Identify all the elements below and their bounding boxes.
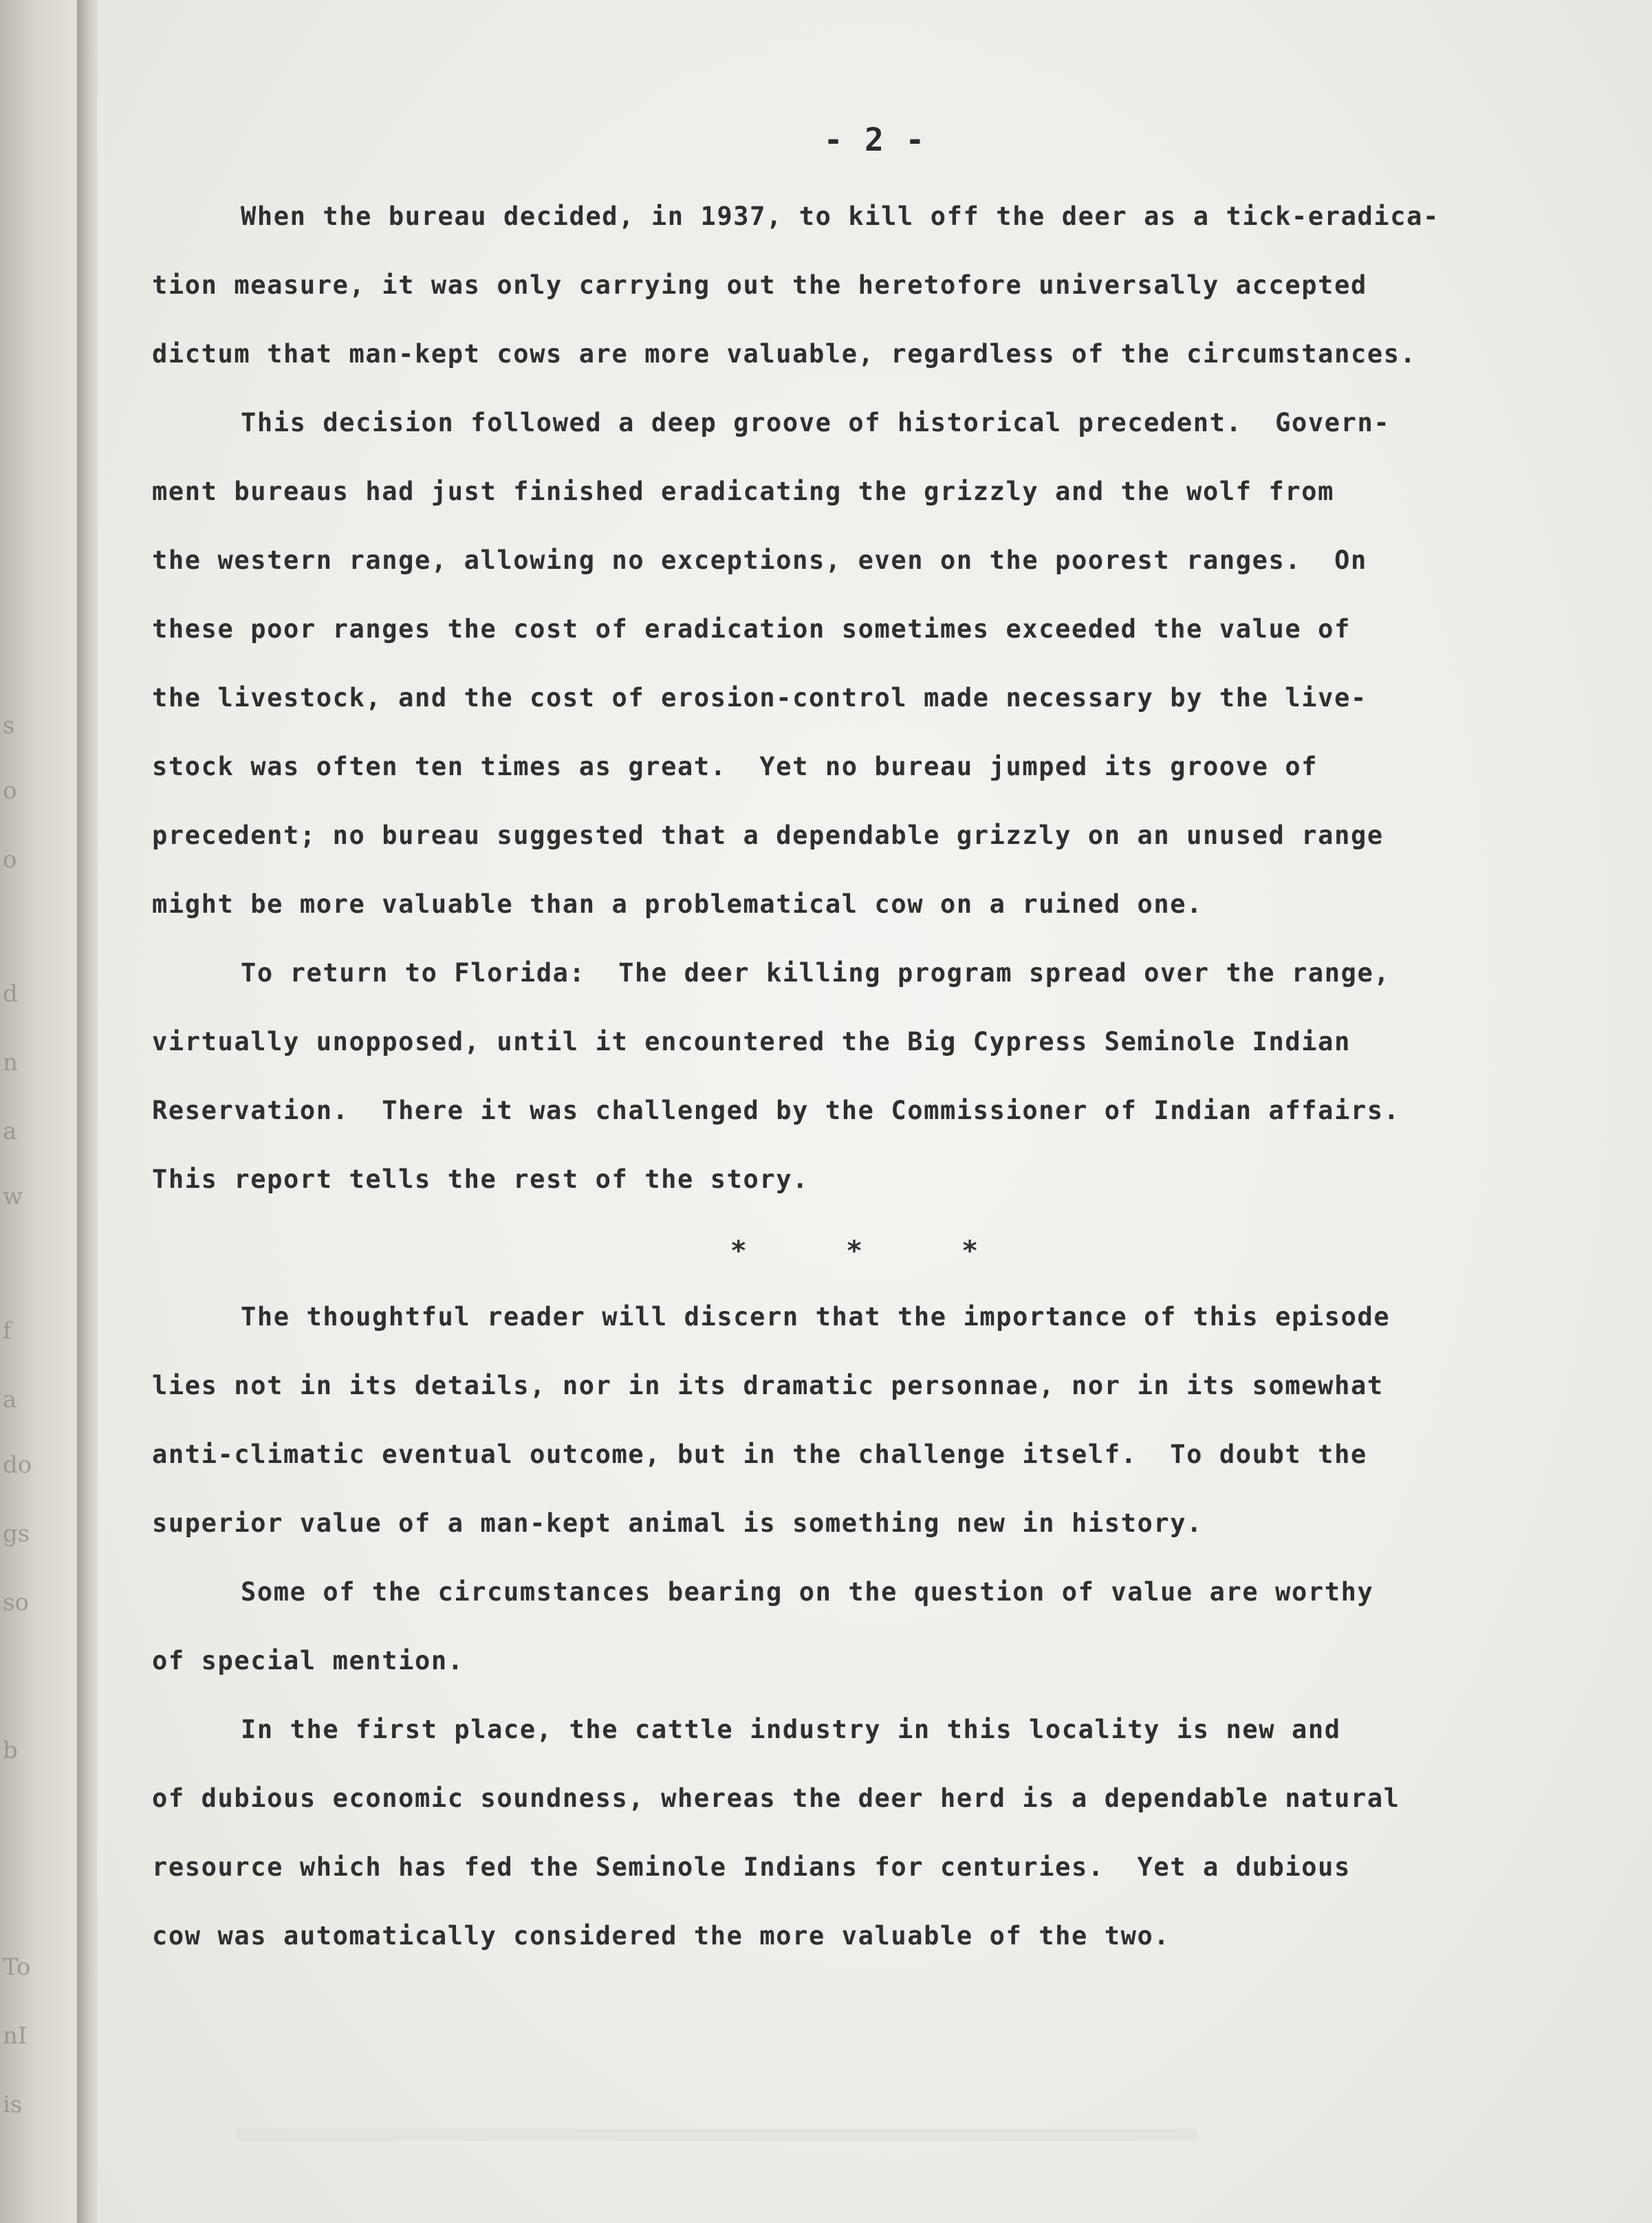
facing-page-fragment: w	[3, 1183, 23, 1211]
body-line: To return to Florida: The deer killing program spread over the range,	[241, 958, 1391, 988]
body-line: the western range, allowing no exceptions, even on the poorest ranges. On	[152, 545, 1367, 575]
facing-page-fragment: o	[3, 846, 17, 874]
facing-page-fragment: is	[3, 2091, 23, 2118]
body-line: ment bureaus had just finished eradicating the grizzly and the wolf from	[152, 477, 1335, 506]
body-line: of dubious economic soundness, whereas the deer herd is a dependable natural	[152, 1783, 1400, 1813]
section-break: * * *	[730, 1235, 1020, 1267]
body-line: This decision followed a deep groove of historical precedent. Govern-	[241, 408, 1391, 437]
body-line: resource which has fed the Seminole Indians for centuries. Yet a dubious	[152, 1852, 1351, 1882]
body-line: superior value of a man-kept animal is something new in history.	[152, 1508, 1204, 1538]
body-line: virtually unopposed, until it encountered the Big Cypress Seminole Indian	[152, 1027, 1351, 1056]
body-line: tion measure, it was only carrying out the heretofore universally accepted	[152, 270, 1367, 300]
body-line: stock was often ten times as great. Yet no bureau jumped its groove of	[152, 752, 1318, 781]
body-line: the livestock, and the cost of erosion-control made necessary by the live-	[152, 683, 1367, 713]
body-line: precedent; no bureau suggested that a dependable grizzly on an unused range	[152, 821, 1384, 850]
body-line: lies not in its details, nor in its dramatic personnae, nor in its somewhat	[152, 1371, 1384, 1400]
facing-page-fragment: nI	[3, 2022, 28, 2050]
facing-page-fragment: a	[3, 1386, 17, 1413]
facing-page-edge	[0, 0, 88, 2223]
facing-page-fragment: s	[3, 712, 15, 739]
typewritten-page	[98, 0, 1652, 2223]
body-line: When the bureau decided, in 1937, to kill off the deer as a tick-eradica-	[241, 202, 1439, 231]
facing-page-fragment: d	[3, 980, 18, 1008]
body-line: Some of the circumstances bearing on the question of value are worthy	[241, 1577, 1374, 1607]
facing-page-fragment: o	[3, 777, 17, 805]
book-gutter	[77, 0, 100, 2223]
body-line: might be more valuable than a problematical cow on a ruined one.	[152, 889, 1204, 919]
body-line: cow was automatically considered the more valuable of the two.	[152, 1921, 1171, 1951]
show-through-smudge	[235, 2129, 1198, 2141]
body-line: The thoughtful reader will discern that the importance of this episode	[241, 1302, 1391, 1332]
body-line: these poor ranges the cost of eradication sometimes exceeded the value of	[152, 614, 1351, 644]
body-line: In the first place, the cattle industry in this locality is new and	[241, 1715, 1341, 1744]
body-line: of special mention.	[152, 1646, 464, 1676]
facing-page-fragment: gs	[3, 1520, 30, 1548]
page-number: - 2 -	[823, 121, 926, 158]
facing-page-fragment: f	[3, 1317, 12, 1345]
facing-page-fragment: do	[3, 1451, 32, 1479]
facing-page-fragment: n	[3, 1049, 18, 1076]
body-line: anti-climatic eventual outcome, but in the challenge itself. To doubt the	[152, 1440, 1367, 1469]
body-line: Reservation. There it was challenged by the Commissioner of Indian affairs.	[152, 1096, 1400, 1125]
facing-page-fragment: so	[3, 1589, 29, 1616]
facing-page-fragment: To	[3, 1953, 31, 1981]
facing-page-fragment: a	[3, 1118, 17, 1145]
facing-page-fragment: b	[3, 1737, 18, 1764]
body-line: This report tells the rest of the story.	[152, 1164, 809, 1194]
body-line: dictum that man-kept cows are more valuable, regardless of the circumstances.	[152, 339, 1417, 369]
